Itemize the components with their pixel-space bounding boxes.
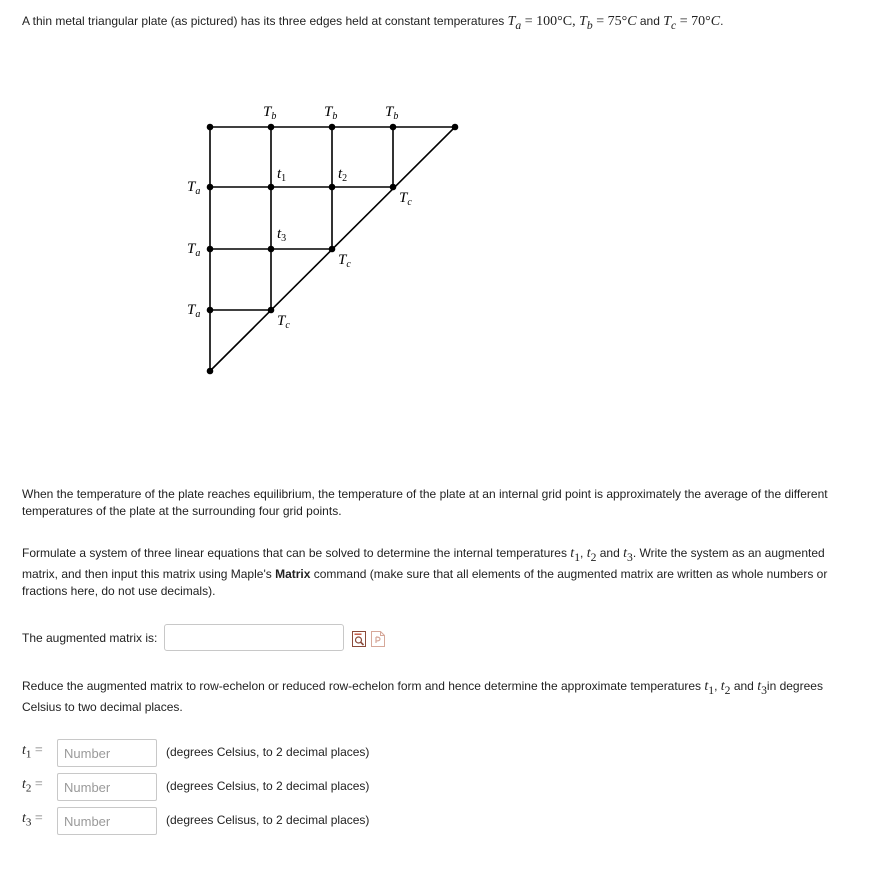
ta-label-2: $T_a$ [187,241,201,259]
tb-unit: C [627,14,637,29]
t2-symbol: $t_2$ [720,679,731,697]
tc-unit: C [710,14,721,29]
t2-label: $t_2$ [338,166,348,184]
tb-value: = 75° [592,14,628,29]
t2-answer-label: $t_2$ = [22,777,43,795]
and-word: and [636,14,664,28]
tb-label-1: $T_b$ [263,104,277,122]
tb-symbol: $T_b$ [579,14,593,32]
maple-help-icon[interactable] [371,631,385,647]
tc-symbol: $T_c$ [663,14,677,32]
intro-text: A thin metal triangular plate (as pictured) has its three edges held at constant temperatures [22,14,508,28]
formulate-part2: . Write the system as an augmented matrix, and then input this matrix using Maple's [22,546,825,581]
ta-label-1: $T_a$ [187,179,201,197]
formulate-part3: command (make sure that all elements of the augmented matrix are written as whole numbers or fractions here, do not use decimals). [22,566,828,598]
ta-value: = 100°C, [521,14,580,29]
t2-unit-hint: (degrees Celsius, to 2 decimal places) [166,779,370,793]
tb-label-3: $T_b$ [385,104,399,122]
t1-label: $t_1$ [277,166,287,184]
t3-number-input[interactable] [57,807,157,835]
intro-end: . [720,14,724,28]
ta-label-3: $T_a$ [187,302,201,320]
t1-answer-label: $t_1$ = [22,743,43,761]
comma: , [714,679,721,693]
tc-label-1: $T_c$ [399,190,412,208]
tc-value: = 70° [676,14,711,29]
t1-unit-hint: (degrees Celsius, to 2 decimal places) [166,745,370,759]
t1-number-input[interactable] [57,739,157,767]
t2-number-input[interactable] [57,773,157,801]
tc-label-3: $T_c$ [277,313,290,331]
reduce-text [22,678,857,716]
reduce-part1: Reduce the augmented matrix to row-echelon or reduced row-echelon form and hence determine the approximate temperatures [22,679,705,693]
and-word: and [730,679,758,693]
t3-symbol: $t_3$ [757,679,767,697]
tb-label-2: $T_b$ [324,104,338,122]
t3-label: $t_3$ [277,226,287,244]
t3-symbol: $t_3$ [623,546,633,564]
and-word: and [596,546,624,560]
formulate-text [22,545,857,600]
augmented-matrix-label: The augmented matrix is: [22,631,158,645]
equilibrium-text: When the temperature of the plate reaches equilibrium, the temperature of the plate at an internal grid point is approximately the average of the different temperatures of the plate at the surrounding four grid points. [22,487,828,518]
t3-answer-label: $t_3$ = [22,811,43,829]
matrix-command: Matrix [275,566,311,581]
t3-unit-hint: (degrees Celisus, to 2 decimal places) [166,813,370,827]
t2-symbol: $t_2$ [586,546,597,564]
preview-icon[interactable] [352,631,366,647]
t1-symbol: $t_1$ [570,546,581,564]
t1-symbol: $t_1$ [704,679,715,697]
tc-label-2: $T_c$ [338,252,351,270]
triangular-plate-diagram [160,90,480,390]
comma: , [580,546,587,560]
ta-symbol: $T_a$ [507,14,522,32]
problem-intro [22,13,872,34]
formulate-part1: Formulate a system of three linear equations that can be solved to determine the internal temperatures [22,546,571,560]
reduce-part2: in degrees Celsius to two decimal places. [22,679,823,714]
augmented-matrix-input[interactable] [164,624,344,651]
